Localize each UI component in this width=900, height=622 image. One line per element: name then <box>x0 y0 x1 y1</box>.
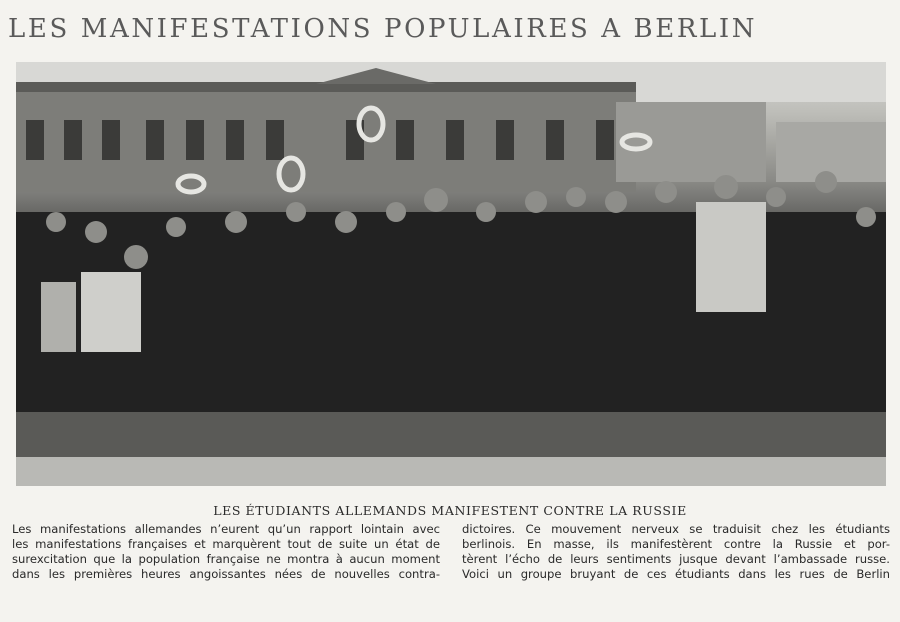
article-column-left <box>12 522 440 582</box>
article-column-right <box>462 522 890 582</box>
article-line: tèrent l’écho de leurs sentiments jusque devant l’ambassade russe. <box>462 552 890 566</box>
article-line: les manifestations françaises et marquèrent tout de suite un état de <box>12 537 440 551</box>
article-line: dictoires. Ce mouvement nerveux se traduisit chez les étudiants <box>462 522 890 536</box>
article-line: dans les premières heures angoissantes nées de nouvelles contra- <box>12 567 440 581</box>
article-line: berlinois. En masse, ils manifestèrent contre la Russie et por- <box>462 537 890 551</box>
crowd-photograph <box>16 62 886 486</box>
headline: LES MANIFESTATIONS POPULAIRES A BERLIN <box>8 14 758 44</box>
article-line: surexcitation que la population française ne montra à aucun moment <box>12 552 440 566</box>
article-line: Voici un groupe bruyant de ces étudiants dans les rues de Berlin <box>462 567 890 581</box>
photo-caption: LES ÉTUDIANTS ALLEMANDS MANIFESTENT CONTRE LA RUSSIE <box>213 503 687 518</box>
article-line: Les manifestations allemandes n’eurent qu’un rapport lointain avec <box>12 522 440 536</box>
